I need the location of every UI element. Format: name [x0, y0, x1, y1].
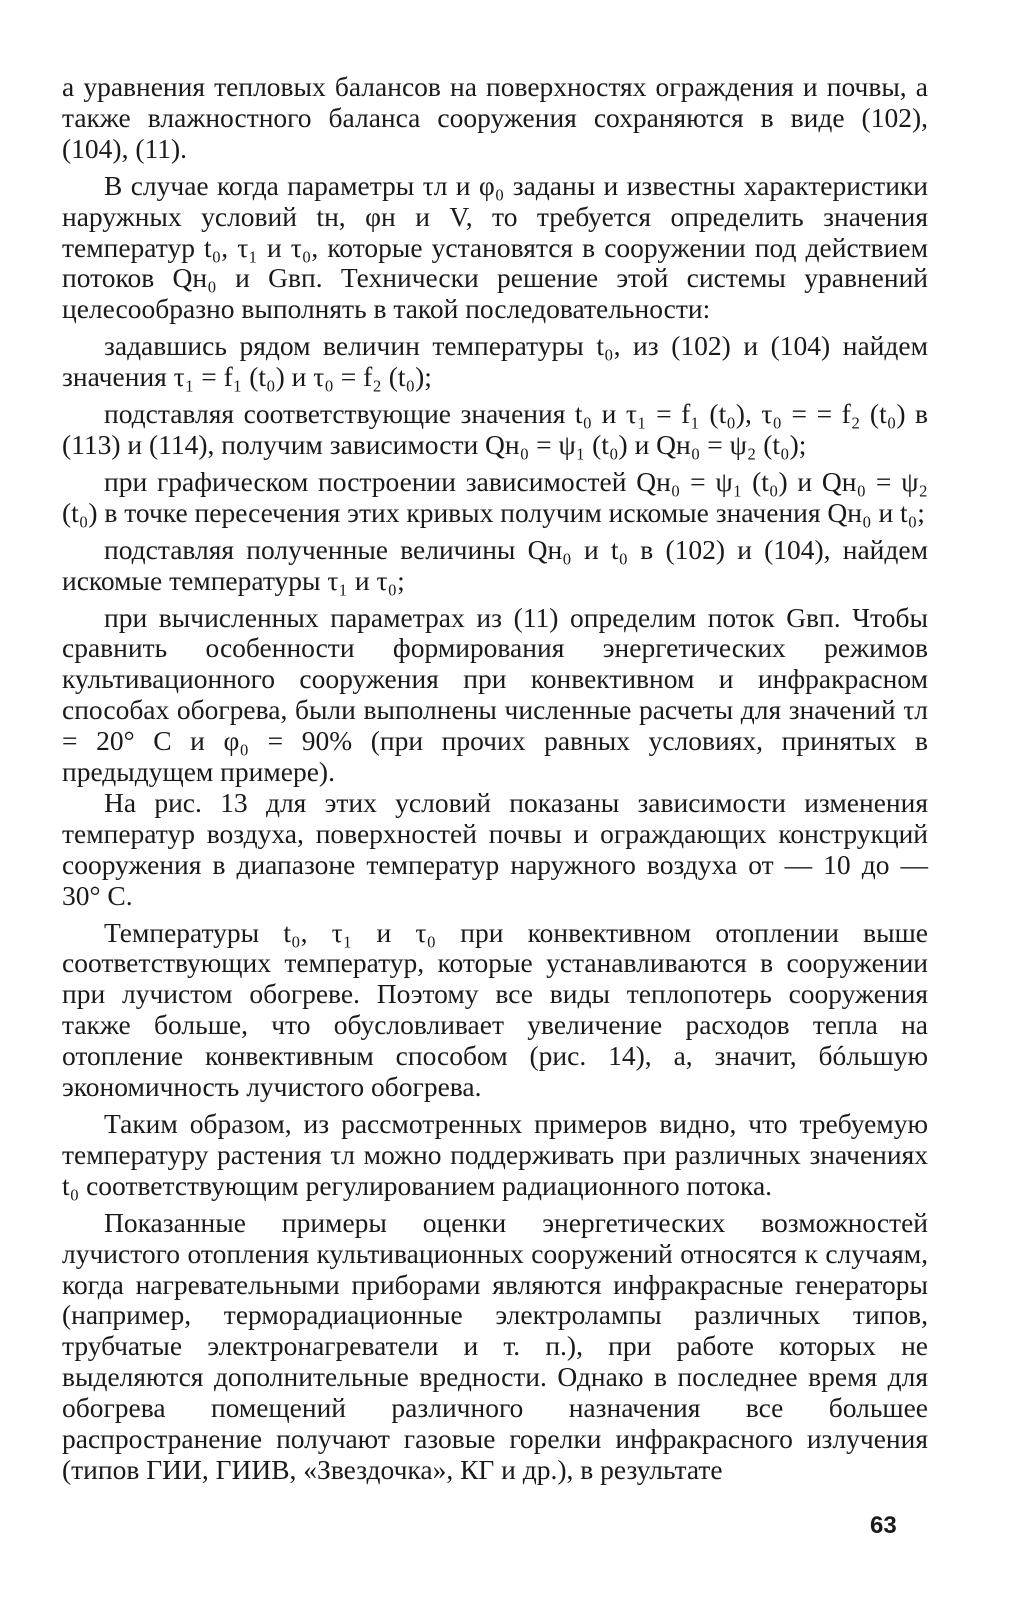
- paragraph-temperatures: Температуры t₀, τ₁ и τ₀ при конвективном отоплении выше соответствующих температур, которые устанавливаются в сооружении при лучистом обогреве. Поэтому все виды теплопотерь сооружения также больше, что обусловливает увеличение расходов тепла на отопление конвективным способом (рис. 14), а, значит, бóльшую экономичность лучистого обогрева.: [62, 916, 928, 1103]
- list-step-1: задавшись рядом величин температуры t₀, из (102) и (104) найдем значения τ₁ = f₁ (t₀) и τ₀ = f₂ (t₀);: [62, 330, 928, 393]
- paragraph-examples: Показанные примеры оценки энергетических возможностей лучистого отопления культивационных сооружений относятся к случаям, когда нагревательными приборами являются инфракрасные генераторы (например, терморадиационные электролампы различных типов, трубчатые электронагреватели и т. п.), при работе которых не выделяются дополнительные вредности. Однако в последнее время для обогрева помещений различного назначения все большее распространение получают газовые горелки инфракрасного излучения (типов ГИИ, ГИИВ, «Звездочка», КГ и др.), в результате: [62, 1206, 928, 1485]
- list-step-2: подставляя соответствующие значения t₀ и τ₁ = f₁ (t₀), τ₀ = = f₂ (t₀) в (113) и (114), получим зависимости Qн₀ = ψ₁ (t₀) и Qн₀ = ψ₂ (t₀);: [62, 398, 928, 460]
- page-text: [62, 72, 928, 1486]
- page-number: 63: [870, 1512, 897, 1539]
- list-step-5: при вычисленных параметрах из (11) определим поток Gвп. Чтобы сравнить особенности формирования энергетических режимов культивационного сооружения при конвективном и инфракрасном способах обогрева, были выполнены численные расчеты для значений τл = 20° С и φ₀ = 90% (при прочих равных условиях, принятых в предыдущем примере).: [62, 601, 928, 788]
- paragraph-conclusion: Таким образом, из рассмотренных примеров видно, что требуемую температуру растения τл можно поддерживать при различных значениях t₀ соответствующим регулированием радиационного потока.: [62, 1108, 928, 1201]
- paragraph-fig13: На рис. 13 для этих условий показаны зависимости изменения температур воздуха, поверхностей почвы и ограждающих конструкций сооружения в диапазоне температур наружного воздуха от — 10 до — 30° С.: [62, 786, 928, 911]
- list-step-4: подставляя полученные величины Qн₀ и t₀ в (102) и (104), найдем искомые температуры τ₁ и τ₀;: [62, 533, 928, 596]
- list-step-3: при графическом построении зависимостей Qн₀ = ψ₁ (t₀) и Qн₀ = ψ₂ (t₀) в точке пересечения этих кривых получим искомые значения Qн₀ и t₀;: [62, 465, 928, 528]
- paragraph-1: а уравнения тепловых балансов на поверхностях ограждения и почвы, а также влажностного баланса сооружения сохраняются в виде (102), (104), (11).: [62, 71, 928, 164]
- paragraph-2: В случае когда параметры τл и φ₀ заданы и известны характеристики наружных условий tн, φн и V, то требуется определить значения температур t₀, τ₁ и τ₀, которые установятся в сооружении под действием потоков Qн₀ и Gвп. Технически решение этой системы уравнений целесообразно выполнять в такой последовательности:: [62, 169, 928, 325]
